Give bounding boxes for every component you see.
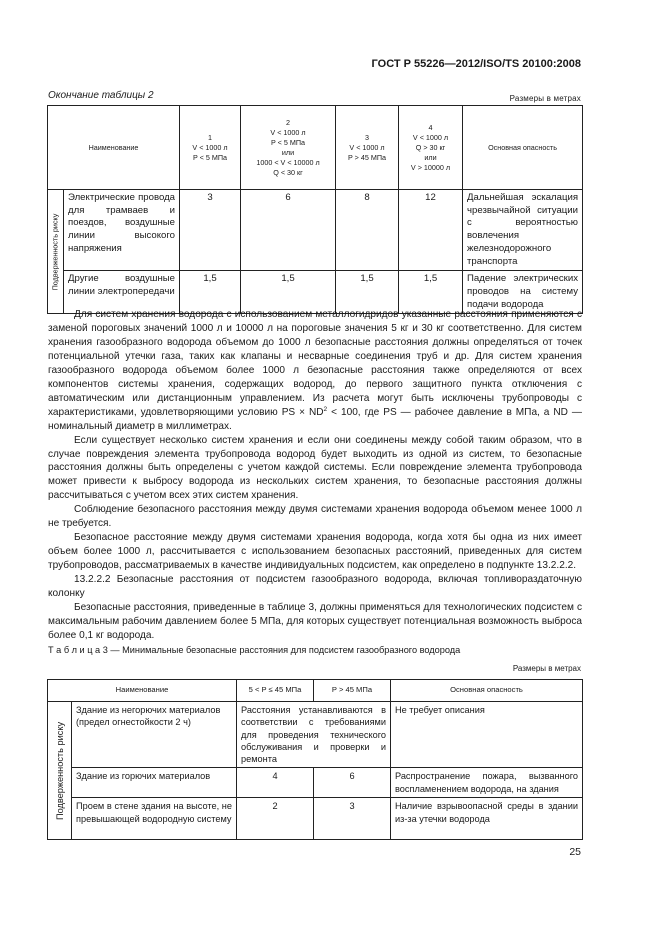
table3-row1-name: Здание из негорючих материалов (предел огнестойкости 2 ч) xyxy=(72,702,237,768)
table3-header-name: Наименование xyxy=(48,680,237,702)
table3-row3-v1: 2 xyxy=(237,798,314,840)
table2-header-col4: 4 V < 1000 л Q > 30 кг или V > 10000 л xyxy=(399,106,463,190)
table2-row2-v1: 1,5 xyxy=(180,271,241,314)
table2-row1-hazard: Дальнейшая эскалация чрезвычайной ситуации с вероятностью вовлечения железнодорожного транспорта xyxy=(463,190,583,271)
table2-row2-v2: 1,5 xyxy=(241,271,336,314)
table2-row2-name: Другие воздушные линии электропередачи xyxy=(64,271,180,314)
table2-header-col1: 1 V < 1000 л P < 5 МПа xyxy=(180,106,241,190)
paragraph-1: Для систем хранения водорода с использованием металлогидридов указанные расстояния применяются с заменой пороговых значений 1000 л и 10000 л на пороговые значения 5 кг и 30 кг соответственно. Для систем хранения газообразного водорода объемом до 1000 л безопасные расстояния должны определяться от точек потенциальной утечки газа, таких как клапаны и несварные соединения труб и др. Для систем хранения газообразного водорода объемом более 1000 л безопасные расстояния также определяются от всех компонентов системы хранения, содержащих водород, до первого защитного пункта отключения с автоматическим или дистанционным управлением. Из расчета могут быть исключены трубопроводы с характеристиками, удовлетворяющими условию PS × $ND^2 < 100$, где PS — рабочее давление в МПа, а ND — номинальный диаметр в миллиметрах. xyxy=(48,309,582,432)
table2-row1-name: Электрические провода для трамваев и поездов, воздушные линии высокого напряжения xyxy=(64,190,180,271)
table2-side-label: Подверженность риску xyxy=(48,190,64,314)
paragraph-2: Если существует несколько систем хранения и если они соединены между собой таким образом, что в случае повреждения элемента трубопровода водород будет выходить из одной из систем, то безопасные расстояния должны быть определены с учетом каждой системы. Если повреждение элемента трубопровода может привести к выбросу водорода из нескольких систем хранения, то безопасные расстояния должны рассчитываться с учетом всех этих систем хранения. xyxy=(48,434,582,502)
table3-header-hazard: Основная опасность xyxy=(391,680,583,702)
table-2 xyxy=(47,105,583,314)
table-row xyxy=(48,702,583,768)
table2-row2-hazard: Падение электрических проводов на систему подачи водорода xyxy=(463,271,583,314)
table3-title: Т а б л и ц а 3 — Минимальные безопасные расстояния для подсистем газообразного водорода xyxy=(48,645,461,655)
table2-units-caption: Размеры в метрах xyxy=(509,94,581,103)
page-number: 25 xyxy=(569,846,581,858)
table2-header-col2: 2 V < 1000 л P < 5 МПа или 1000 < V < 10000 л Q < 30 кг xyxy=(241,106,336,190)
table-3 xyxy=(47,679,583,840)
table3-row1-hazard: Не требует описания xyxy=(391,702,583,768)
table3-row2-name: Здание из горючих материалов xyxy=(72,768,237,798)
section-heading-13-2-2-2: 13.2.2.2 Безопасные расстояния от подсистем газообразного водорода, включая топливораздаточную колонку xyxy=(48,574,582,600)
table3-row3-name: Проем в стене здания на высоте, не превышающей водородную систему xyxy=(72,798,237,840)
table3-row2-v2: 6 xyxy=(314,768,391,798)
table3-units-caption: Размеры в метрах xyxy=(512,664,581,673)
table2-header-row xyxy=(48,106,583,190)
table3-row2-hazard: Распространение пожара, вызванного воспламенением водорода, на здания xyxy=(391,768,583,798)
table3-side-label: Подверженность риску xyxy=(48,702,72,840)
body-text xyxy=(48,308,582,643)
table-row xyxy=(48,798,583,840)
table2-header-name: Наименование xyxy=(48,106,180,190)
table2-row1-v2: 6 xyxy=(241,190,336,271)
table2-row2-v3: 1,5 xyxy=(336,271,399,314)
table2-row1-v3: 8 xyxy=(336,190,399,271)
table2-row1-v4: 12 xyxy=(399,190,463,271)
paragraph-4: Безопасное расстояние между двумя системами хранения водорода, когда хотя бы одна из них имеет объем более 1000 л, рассчитывается с использованием безопасных расстояний, приведенных для систем трубопроводов, рассматриваемых в качестве индивидуальных подсистем, как определено в подпункте 13.2.2.2. xyxy=(48,532,582,572)
table3-header-col1: 5 < P ≤ 45 МПа xyxy=(237,680,314,702)
document-header: ГОСТ Р 55226—2012/ISO/TS 20100:2008 xyxy=(371,58,581,70)
table2-row2-v4: 1,5 xyxy=(399,271,463,314)
table2-row1-v1: 3 xyxy=(180,190,241,271)
table-row xyxy=(48,768,583,798)
paragraph-3: Соблюдение безопасного расстояния между двумя системами хранения водорода объемом менее 1000 л не требуется. xyxy=(48,504,582,530)
table3-row3-v2: 3 xyxy=(314,798,391,840)
table3-row3-hazard: Наличие взрывоопасной среды в здании из-за утечки водорода xyxy=(391,798,583,840)
table3-header-col2: P > 45 МПа xyxy=(314,680,391,702)
table3-row1-merged: Расстояния устанавливаются в соответствии с требованиями для проведения технического обслуживания и проверки и ремонта xyxy=(237,702,391,768)
paragraph-6: Безопасные расстояния, приведенные в таблице 3, должны применяться для технологических подсистем с максимальным рабочим давлением более 5 МПа, для которых существует потенциальная возможность выброса более 0,1 кг водорода. xyxy=(48,602,582,641)
table2-header-hazard: Основная опасность xyxy=(463,106,583,190)
table2-header-col3: 3 V < 1000 л P > 45 МПа xyxy=(336,106,399,190)
table2-continuation-caption: Окончание таблицы 2 xyxy=(48,90,154,101)
table3-header-row xyxy=(48,680,583,702)
table-row xyxy=(48,190,583,271)
table3-row2-v1: 4 xyxy=(237,768,314,798)
